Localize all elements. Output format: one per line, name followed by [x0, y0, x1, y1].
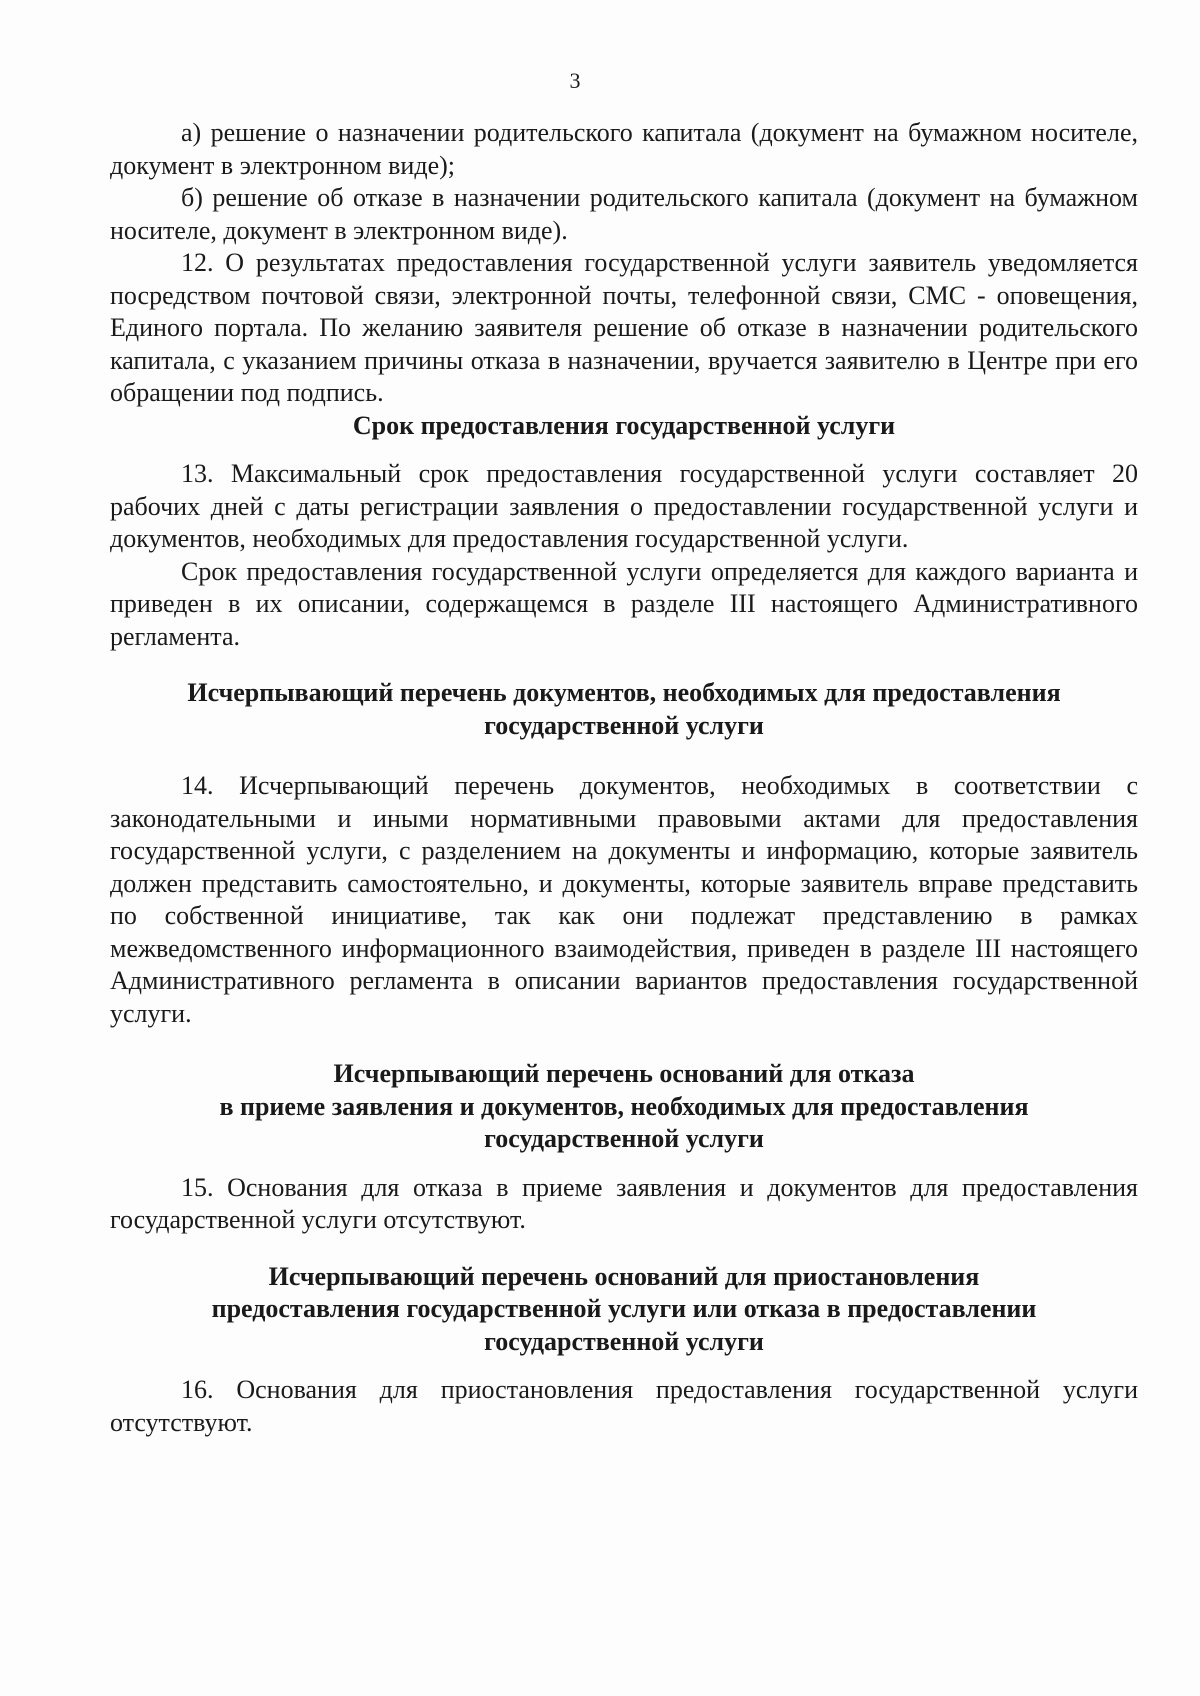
paragraph-a: а) решение о назначении родительского капитала (документ на бумажном носителе, документ в электронном виде);: [110, 118, 1138, 180]
heading-refusal-reception: [110, 1058, 1138, 1156]
paragraph-15: 15. Основания для отказа в приеме заявления и документов для предоставления государственной услуги отсутствуют.: [110, 1172, 1138, 1234]
heading-suspension: [110, 1261, 1138, 1359]
heading-term: Срок предоставления государственной услуги: [352, 410, 896, 440]
heading-line: государственной услуги: [484, 710, 764, 740]
paragraph-16: 16. Основания для приостановления предоставления государственной услуги отсутствуют.: [110, 1375, 1138, 1437]
heading-documents: [110, 677, 1138, 742]
heading-line: Исчерпывающий перечень оснований для отказа: [333, 1059, 915, 1088]
paragraph-14: 14. Исчерпывающий перечень документов, необходимых в соответствии с законодательными и иными нормативными правовыми актами для предоставления государственной услуги, с разделением на документы и информацию, которые заявитель должен представить самостоятельно, и документы, которые заявитель вправе представить по собственной инициативе, так как они подлежат представлению в рамках межведомственного информационного взаимодействия, приведен в разделе III настоящего Административного регламента в описании вариантов предоставления государственной услуги.: [110, 771, 1138, 1028]
document-body: [110, 117, 1138, 1439]
paragraph-13: 13. Максимальный срок предоставления государственной услуги составляет 20 рабочих дней с даты регистрации заявления о предоставлении государственной услуги и документов, необходимых для предоставления государственной услуги.: [110, 459, 1138, 553]
heading-line: Исчерпывающий перечень документов, необходимых для предоставления: [187, 678, 1061, 707]
heading-line: государственной услуги: [484, 1326, 764, 1356]
page-number: 3: [569, 68, 581, 93]
heading-line: Исчерпывающий перечень оснований для приостановления: [268, 1261, 980, 1291]
heading-line: в приеме заявления и документов, необходимых для предоставления: [219, 1091, 1029, 1121]
paragraph-12: 12. О результатах предоставления государственной услуги заявитель уведомляется посредством почтовой связи, электронной почты, телефонной связи, СМС - оповещения, Единого портала. По желанию заявителя решение об отказе в назначении родительского капитала, с указанием причины отказа в назначении, вручается заявителю в Центре при его обращении под подпись.: [110, 248, 1138, 407]
heading-line: государственной услуги: [484, 1124, 764, 1153]
paragraph-13-term: Срок предоставления государственной услуги определяется для каждого варианта и приведен в их описании, содержащемся в разделе III настоящего Административного регламента.: [110, 556, 1138, 651]
paragraph-b: б) решение об отказе в назначении родительского капитала (документ на бумажном носителе, документ в электронном виде).: [110, 183, 1138, 245]
heading-line: предоставления государственной услуги или отказа в предоставлении: [211, 1294, 1037, 1323]
